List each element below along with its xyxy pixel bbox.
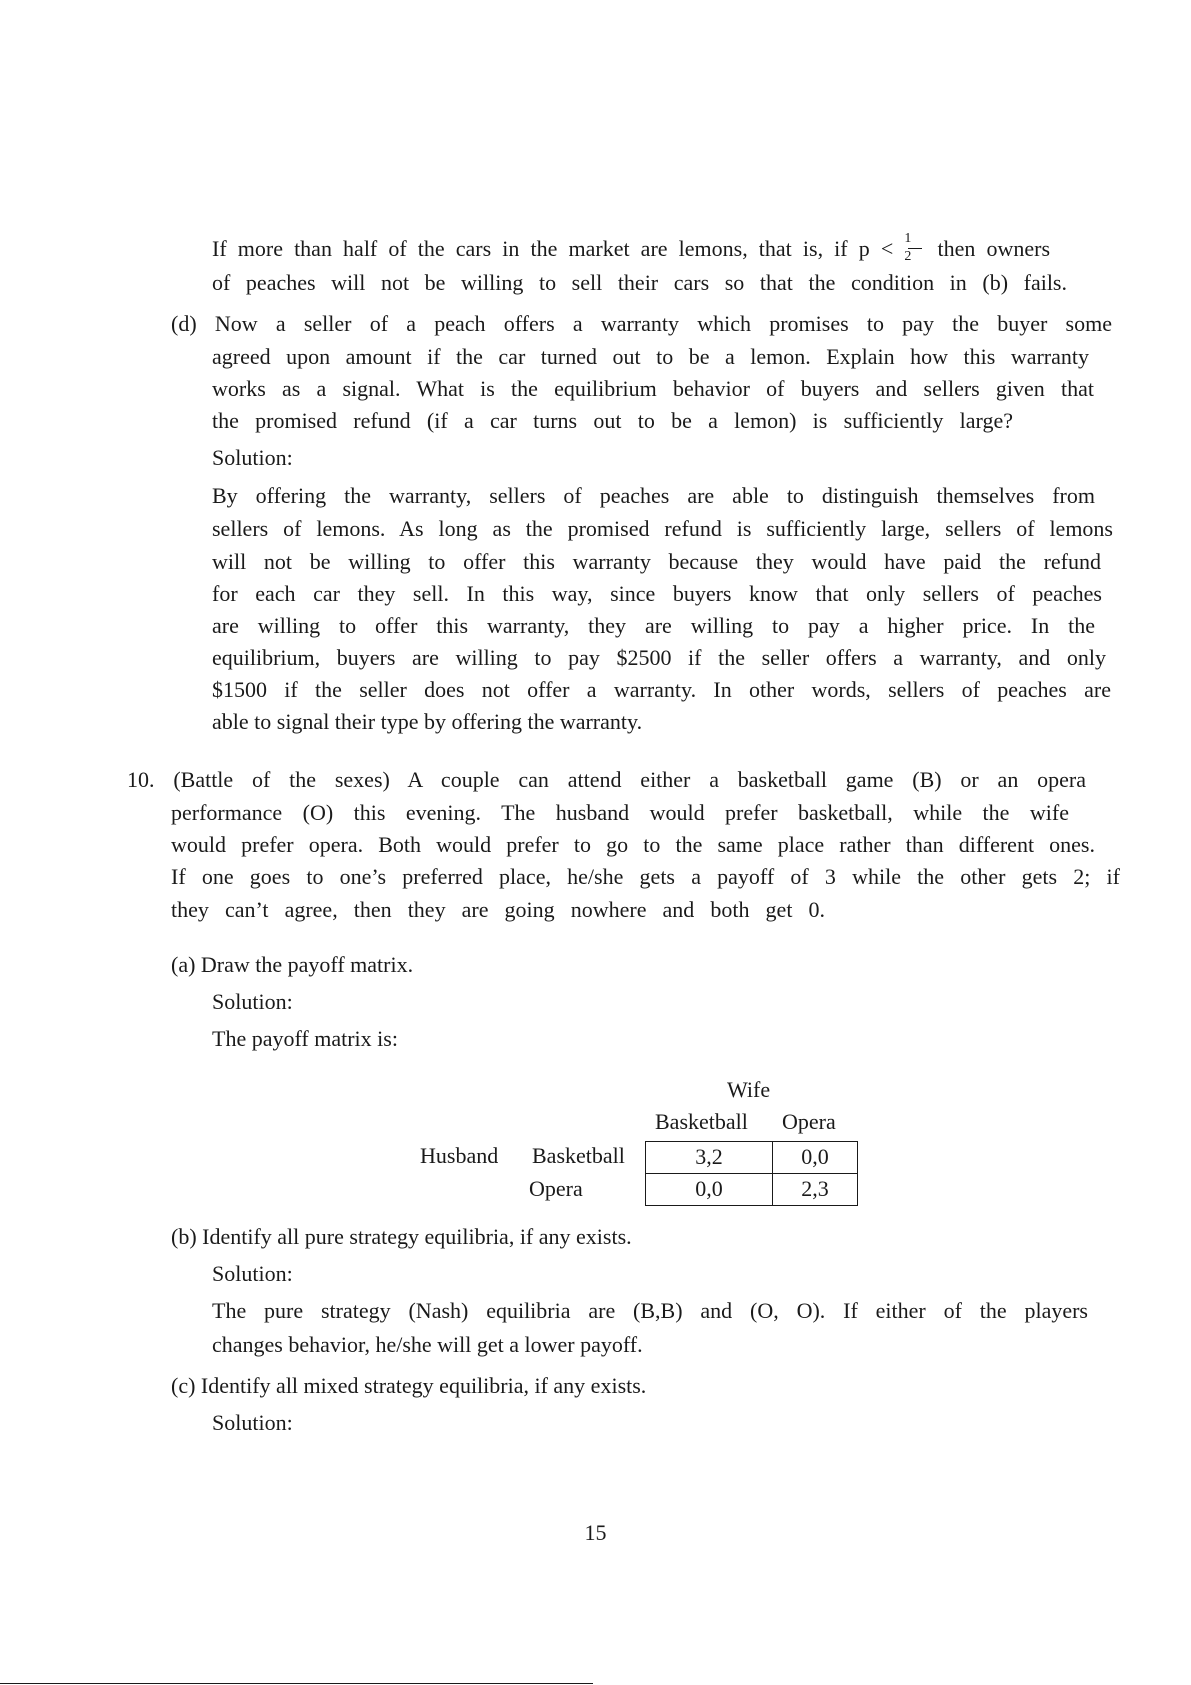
part-c-solution-label: Solution: (212, 1410, 293, 1435)
problem-10-line-5: they can’t agree, then they are going nowhere and both get 0. (171, 897, 825, 922)
part-b-question: (b) Identify all pure strategy equilibria, if any exists. (171, 1224, 632, 1249)
fraction-numerator: 1 (904, 231, 912, 246)
fraction-denominator: 2 (904, 249, 912, 264)
part-b-solution-1: The pure strategy (Nash) equilibria are (B,B) and (O, O). If either of the players (212, 1298, 1088, 1323)
fraction-one-half (904, 231, 926, 264)
part-a-solution-label: Solution: (212, 989, 293, 1014)
part-d-question-2: agreed upon amount if the car turned out to be a lemon. Explain how this warranty (212, 344, 1089, 369)
part-d-solution-8: able to signal their type by offering the warranty. (212, 709, 643, 734)
matrix-cell-bo: 0,0 (772, 1141, 858, 1174)
part-d-solution-5: are willing to offer this warranty, they are willing to pay a higher price. In the (212, 613, 1095, 638)
part-d-question-3: works as a signal. What is the equilibrium behavior of buyers and sellers given that (212, 376, 1094, 401)
matrix-cell-oo: 2,3 (772, 1173, 858, 1206)
part-a-intro: The payoff matrix is: (212, 1026, 398, 1051)
part-c-question: (c) Identify all mixed strategy equilibria, if any exists. (171, 1373, 647, 1398)
part-d-solution-3: will not be willing to offer this warranty because they would have paid the refund (212, 549, 1101, 574)
part-d-question-4: the promised refund (if a car turns out to be a lemon) is sufficiently large? (212, 408, 1013, 433)
part-c-line-1a: If more than half of the cars in the market are lemons, that is, if p (212, 236, 870, 261)
inequality-sign: < (880, 236, 894, 261)
part-c-line-1b: then owners (937, 236, 1051, 261)
matrix-cell-ob: 0,0 (645, 1173, 773, 1206)
matrix-row-header-opera: Opera (529, 1176, 583, 1201)
matrix-col-header-opera: Opera (782, 1109, 836, 1134)
part-c-line-2: of peaches will not be willing to sell their cars so that the condition in (b) fails. (212, 270, 1067, 295)
matrix-col-header-basketball: Basketball (655, 1109, 748, 1134)
problem-10-line-2: performance (O) this evening. The husband would prefer basketball, while the wife (171, 800, 1069, 825)
part-d-solution-7: $1500 if the seller does not offer a warranty. In other words, sellers of peaches are (212, 677, 1111, 702)
problem-10-line-4: If one goes to one’s preferred place, he/she gets a payoff of 3 while the other gets 2; if (171, 864, 1120, 889)
part-b-solution-2: changes behavior, he/she will get a lower payoff. (212, 1332, 643, 1357)
part-b-solution-label: Solution: (212, 1261, 293, 1286)
part-d-solution-2: sellers of lemons. As long as the promised refund is sufficiently large, sellers of lemons (212, 516, 1113, 541)
problem-10-line-3: would prefer opera. Both would prefer to go to the same place rather than different ones. (171, 832, 1095, 857)
footer-rule (0, 1683, 593, 1684)
part-d-question-1: (d) Now a seller of a peach offers a warranty which promises to pay the buyer some (171, 311, 1112, 336)
matrix-col-player: Wife (727, 1077, 771, 1102)
matrix-cell-bb: 3,2 (645, 1141, 773, 1174)
matrix-row-header-basketball: Basketball (532, 1143, 625, 1168)
part-d-solution-label: Solution: (212, 445, 293, 470)
part-c-line-1 (212, 231, 1051, 264)
part-d-solution-6: equilibrium, buyers are willing to pay $2500 if the seller offers a warranty, and only (212, 645, 1106, 670)
part-a-question: (a) Draw the payoff matrix. (171, 952, 414, 977)
part-d-solution-4: for each car they sell. In this way, since buyers know that only sellers of peaches (212, 581, 1102, 606)
problem-10-line-1: 10. (Battle of the sexes) A couple can attend either a basketball game (B) or an opera (127, 767, 1086, 792)
part-d-solution-1: By offering the warranty, sellers of peaches are able to distinguish themselves from (212, 483, 1095, 508)
page-number: 15 (584, 1520, 607, 1545)
matrix-row-player: Husband (420, 1143, 499, 1168)
